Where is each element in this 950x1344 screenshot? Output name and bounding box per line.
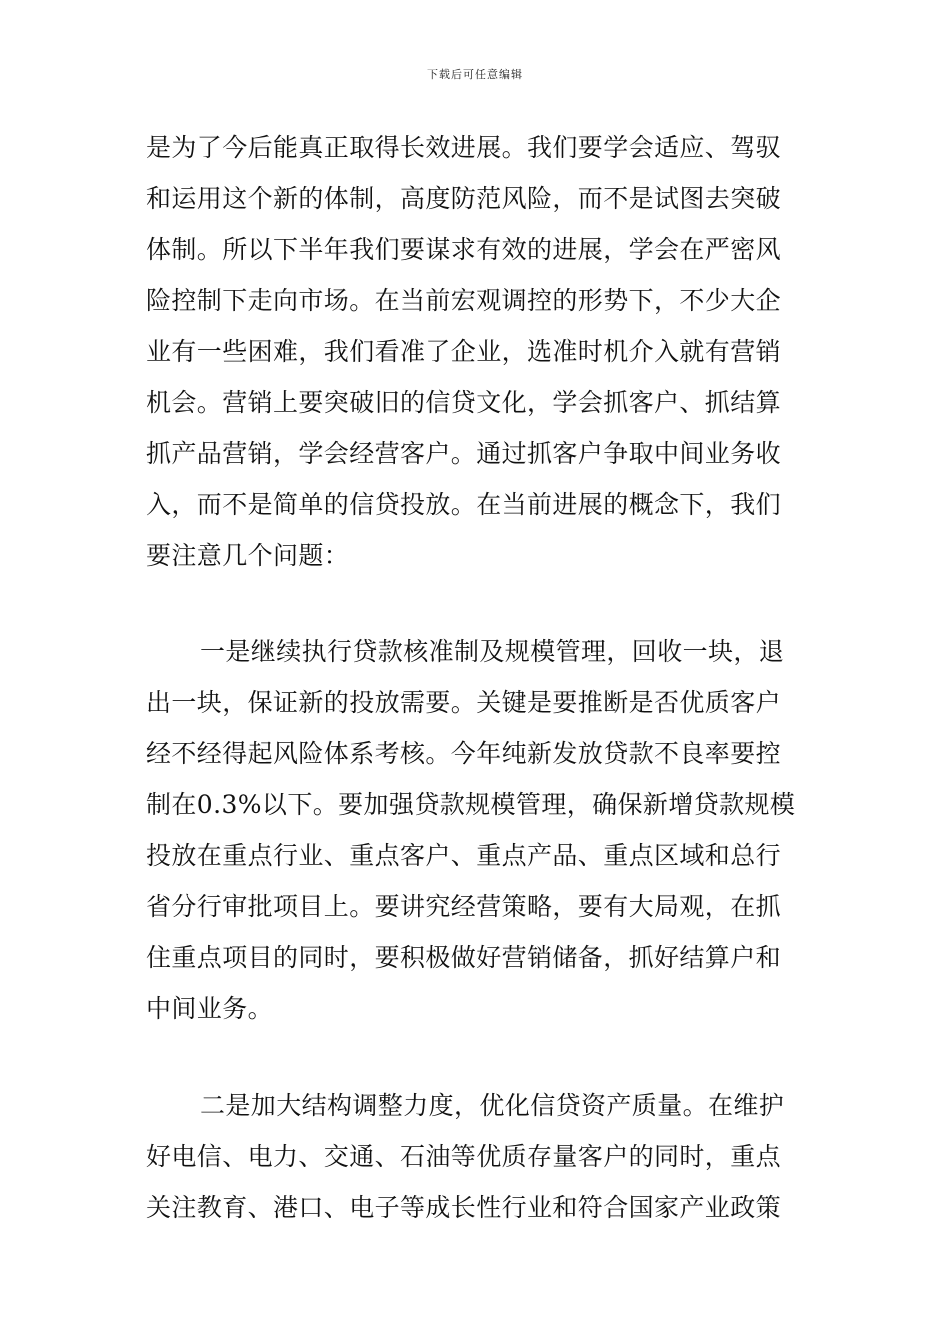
text-line: 业有一些困难，我们看准了企业，选准时机介入就有营销: [146, 337, 782, 366]
text-line: 体制。所以下半年我们要谋求有效的进展，学会在严密风: [146, 235, 782, 264]
text-line: 机会。营销上要突破旧的信贷文化，学会抓客户、抓结算: [146, 388, 782, 417]
text-line: 入，而不是简单的信贷投放。在当前进展的概念下，我们: [146, 490, 782, 519]
text-line: 是为了今后能真正取得长效进展。我们要学会适应、驾驭: [146, 133, 782, 162]
paragraph-1: [146, 122, 806, 581]
text-line: 抓产品营销，学会经营客户。通过抓客户争取中间业务收: [146, 439, 782, 468]
text-line: 要注意几个问题：: [146, 541, 350, 570]
paragraph-3: [146, 1080, 806, 1233]
page-header-note: 下载后可任意编辑: [427, 68, 523, 81]
text-line: 投放在重点行业、重点客户、重点产品、重点区域和总行: [146, 841, 782, 870]
text-line: 出一块，保证新的投放需要。关键是要推断是否优质客户: [146, 688, 782, 717]
text-line: 制在0.3%以下。要加强贷款规模管理，确保新增贷款规模: [146, 790, 796, 819]
text-line: 关注教育、港口、电子等成长性行业和符合国家产业政策: [146, 1193, 782, 1222]
text-line: 一是继续执行贷款核准制及规模管理，回收一块，退: [200, 637, 785, 666]
text-line: 省分行审批项目上。要讲究经营策略，要有大局观，在抓: [146, 892, 782, 921]
text-line: 中间业务。: [146, 994, 274, 1023]
text-line: 好电信、电力、交通、石油等优质存量客户的同时，重点: [146, 1142, 782, 1171]
text-line: 和运用这个新的体制，高度防范风险，而不是试图去突破: [146, 184, 782, 213]
text-line: 住重点项目的同时，要积极做好营销储备，抓好结算户和: [146, 943, 782, 972]
text-line: 经不经得起风险体系考核。今年纯新发放贷款不良率要控: [146, 739, 782, 768]
text-line: 险控制下走向市场。在当前宏观调控的形势下，不少大企: [146, 286, 782, 315]
paragraph-2: [146, 626, 806, 1034]
text-line: 二是加大结构调整力度，优化信贷资产质量。在维护: [200, 1091, 785, 1120]
document-body: [146, 122, 806, 1233]
